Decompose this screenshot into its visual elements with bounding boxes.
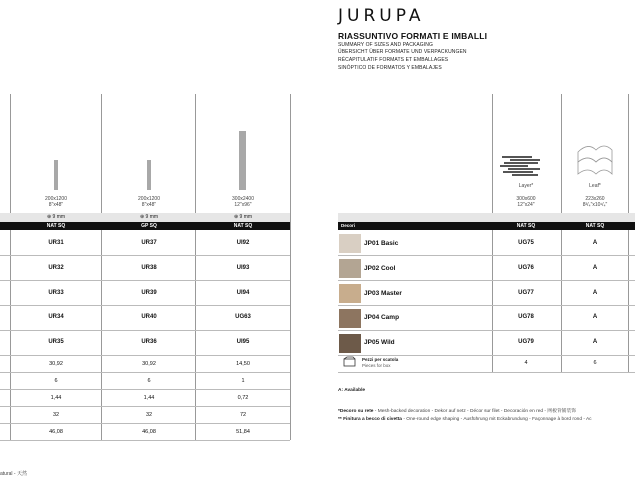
color-swatch xyxy=(339,309,361,328)
subtitle-de: ÜBERSICHT ÜBER FORMATE UND VERPACKUNGEN xyxy=(338,49,467,55)
pack-value: 6 xyxy=(147,378,151,384)
availability: A xyxy=(592,314,598,320)
size-label: 300x600 12"x24" xyxy=(516,196,536,208)
subtitle-fr: RÉCAPITULATIF FORMATS ET EMBALLAGES xyxy=(338,57,449,63)
product-code: UI93 xyxy=(236,265,250,271)
row-divider xyxy=(338,280,635,281)
pack-value: 1,44 xyxy=(143,395,155,401)
color-name: JP05 Wild xyxy=(364,339,395,346)
row-divider xyxy=(338,305,635,306)
availability: A xyxy=(592,265,598,271)
decor-code: UG79 xyxy=(518,339,534,345)
decoro-note: *Decoro su rete - Mesh-backed decoration - Dekor auf netz - Décor sur filet - Decoración en red - 网板背铺装饰 xyxy=(338,409,577,414)
pack-value: 32 xyxy=(145,412,153,418)
decor-code: UG78 xyxy=(518,314,534,320)
row-divider xyxy=(338,255,635,256)
product-code: UR39 xyxy=(141,290,157,296)
row-divider xyxy=(0,372,290,373)
pack-value: 0,72 xyxy=(237,395,249,401)
page-title: RIASSUNTIVO FORMATI E IMBALLI xyxy=(338,31,488,41)
product-code: UI94 xyxy=(236,290,250,296)
subtitle-es: SINÓPTICO DE FORMATOS Y EMBALAJES xyxy=(338,65,442,71)
color-swatch xyxy=(339,259,361,278)
layer-decor-illustration xyxy=(500,154,542,180)
row-divider xyxy=(0,406,290,407)
tile-shape-200x1200 xyxy=(147,160,151,190)
row-divider xyxy=(0,280,290,281)
color-name: JP02 Cool xyxy=(364,265,396,272)
product-code: UR31 xyxy=(48,240,64,246)
decor-code: UG75 xyxy=(518,240,534,246)
col-divider xyxy=(290,94,291,440)
pack-value: 30,92 xyxy=(49,361,63,367)
product-code: UG63 xyxy=(235,314,251,320)
size-label: 223x260 8³/₄"x10¹/₄" xyxy=(582,196,608,208)
row-divider xyxy=(338,330,635,331)
availability: A xyxy=(592,339,598,345)
box-icon xyxy=(343,356,356,367)
brand-logo: JURUPA xyxy=(338,6,425,26)
finish-label: GP SQ xyxy=(141,223,157,229)
pieces-value: 4 xyxy=(524,360,528,366)
product-code: UR37 xyxy=(141,240,157,246)
pack-value: 14,50 xyxy=(236,361,250,367)
color-name: JP01 Basic xyxy=(364,240,399,247)
thickness-label: ⊕ 9 mm xyxy=(139,214,159,220)
pack-value: 6 xyxy=(54,378,58,384)
decori-header: Decori xyxy=(341,223,356,228)
row-divider xyxy=(0,389,290,390)
row-divider xyxy=(0,423,290,424)
row-divider xyxy=(0,330,290,331)
decor-name: Layer* xyxy=(518,183,534,189)
thickness-row xyxy=(338,213,635,222)
pack-value: 46,08 xyxy=(49,429,63,435)
product-code: UR33 xyxy=(48,290,64,296)
decor-name: Leaf* xyxy=(589,183,601,189)
footer-note: atural - 天然 xyxy=(0,471,27,477)
size-label: 300x2400 12"x96" xyxy=(232,196,254,208)
color-swatch xyxy=(339,284,361,303)
row-divider xyxy=(338,355,635,356)
thickness-label: ⊕ 9 mm xyxy=(46,214,66,220)
product-code: UI92 xyxy=(236,240,250,246)
tile-shape-300x2400 xyxy=(239,131,246,190)
availability-note: A: Available xyxy=(338,388,366,393)
availability: A xyxy=(592,240,598,246)
size-label: 200x1200 8"x48" xyxy=(138,196,160,208)
pieces-label: Pezzi per scatola xyxy=(362,357,399,362)
finish-label: NAT SQ xyxy=(516,223,536,229)
availability: A xyxy=(592,290,598,296)
pack-value: 1 xyxy=(241,378,245,384)
row-divider xyxy=(338,372,635,373)
decor-code: UG76 xyxy=(518,265,534,271)
subtitle-en: SUMMARY OF SIZES AND PACKAGING xyxy=(338,42,433,48)
pack-value: 51,84 xyxy=(236,429,250,435)
tile-shape-200x1200 xyxy=(54,160,58,190)
pack-value: 1,44 xyxy=(50,395,62,401)
size-label: 200x1200 8"x48" xyxy=(45,196,67,208)
finish-label: NAT SQ xyxy=(585,223,605,229)
product-code: UR40 xyxy=(141,314,157,320)
color-swatch xyxy=(339,234,361,253)
finish-label: NAT SQ xyxy=(233,223,253,229)
row-divider xyxy=(0,440,290,441)
product-code: UR36 xyxy=(141,339,157,345)
color-name: JP03 Master xyxy=(364,290,402,297)
color-name: JP04 Camp xyxy=(364,314,400,321)
pack-value: 46,08 xyxy=(142,429,156,435)
row-divider xyxy=(0,355,290,356)
finish-label: NAT SQ xyxy=(46,223,66,229)
row-divider xyxy=(0,305,290,306)
product-code: UR34 xyxy=(48,314,64,320)
thickness-label: ⊕ 9 mm xyxy=(233,214,253,220)
color-swatch xyxy=(339,334,361,353)
pack-value: 72 xyxy=(239,412,247,418)
decor-code: UG77 xyxy=(518,290,534,296)
leaf-decor-illustration xyxy=(574,138,616,180)
product-code: UR32 xyxy=(48,265,64,271)
row-divider xyxy=(0,255,290,256)
pack-value: 30,92 xyxy=(142,361,156,367)
product-code: UI95 xyxy=(236,339,250,345)
finitura-note: ** Finitura a becco di civetta - One-round edge shaping - Ausführung mit Eckabrundung - Façonnage à bord rond - Ac xyxy=(338,417,592,422)
pieces-value: 6 xyxy=(593,360,597,366)
product-code: UR38 xyxy=(141,265,157,271)
pack-value: 32 xyxy=(52,412,60,418)
pieces-label-en: Pieces for box xyxy=(362,363,391,368)
product-code: UR35 xyxy=(48,339,64,345)
